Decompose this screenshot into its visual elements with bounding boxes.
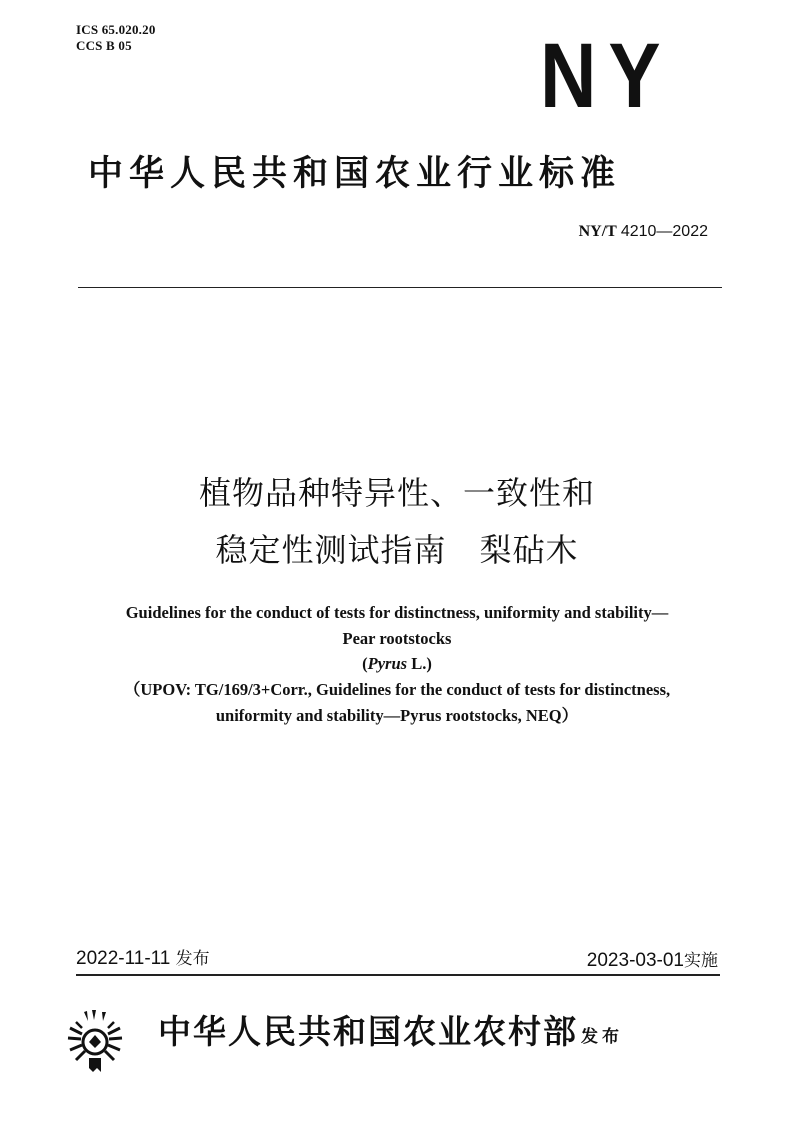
industry-standard-title: 中华人民共和国农业行业标准 (88, 154, 622, 194)
latin-name (0, 654, 794, 674)
bottom-divider (76, 974, 720, 976)
ministry-emblem-icon (62, 1008, 128, 1074)
ics-code: ICS 65.020.20 (76, 22, 156, 37)
publish-label: 发布 (581, 1027, 623, 1047)
upov-reference-line-1: （UPOV: TG/169/3+Corr., Guidelines for the conduct of tests for distinctness, (123, 680, 671, 699)
latin-author: L.) (407, 654, 432, 673)
implementation-date (587, 950, 718, 972)
standard-prefix: NY/T (578, 223, 617, 240)
upov-reference-line-2: uniformity and stability—Pyrus rootstocks, NEQ） (215, 706, 579, 725)
latin-genus: Pyrus (367, 654, 408, 673)
chinese-title-line-1: 植物品种特异性、一致性和 (198, 474, 595, 512)
standard-number (579, 222, 708, 242)
ministry-name: 中华人民共和国农业农村部 (158, 1012, 578, 1051)
implementation-date-value: 2023-03-01 (586, 950, 684, 971)
chinese-title-line-2: 稳定性测试指南 梨砧木 (215, 531, 579, 569)
top-divider (78, 287, 722, 288)
ccs-code: CCS B 05 (76, 38, 132, 53)
standard-code: 4210—2022 (620, 223, 708, 240)
implementation-date-label: 实施 (684, 951, 718, 971)
english-title-line-2: Pear rootstocks (342, 629, 452, 648)
issue-date (76, 948, 210, 970)
issue-date-value: 2022-11-11 (76, 948, 171, 969)
ny-logo: NY (540, 25, 673, 127)
english-title-line-1: Guidelines for the conduct of tests for distinctness, uniformity and stability— (125, 603, 669, 622)
issue-date-label: 发布 (175, 949, 210, 969)
latin-open-paren: ( (362, 654, 368, 673)
